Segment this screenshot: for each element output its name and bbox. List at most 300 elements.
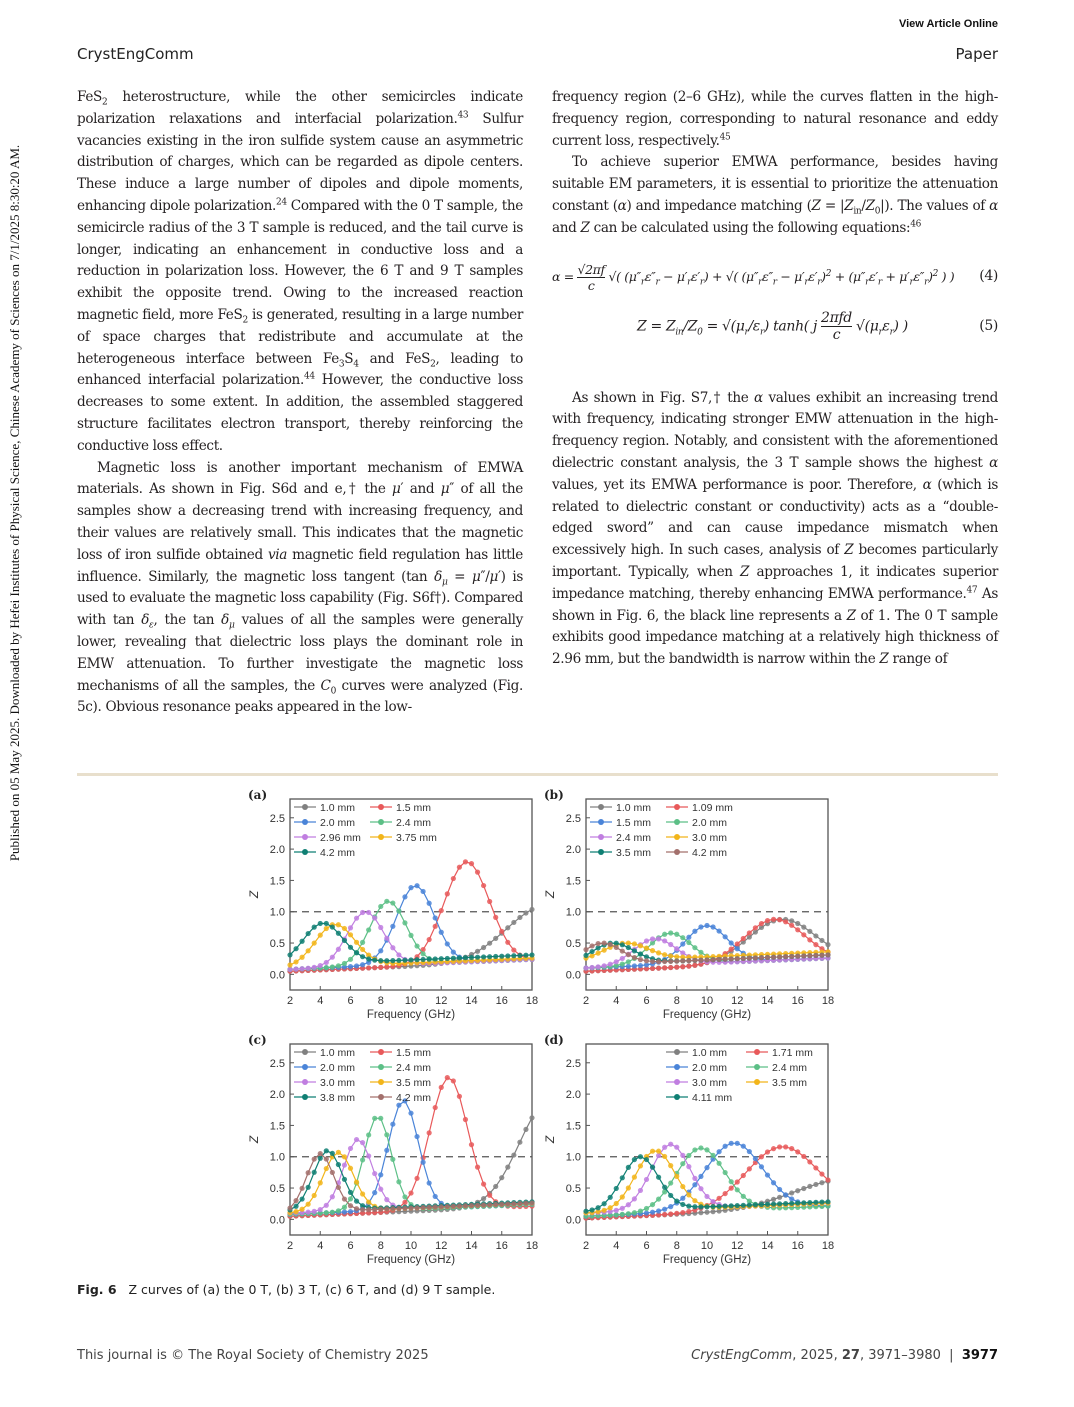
legend-marker [754, 1049, 760, 1055]
data-point [753, 955, 758, 960]
data-point [686, 1209, 691, 1214]
paragraph: frequency region (2–6 GHz), while the curves flatten in the high-frequency region, corresponding to natural resonance and eddy current loss, respectively.$^{45}$ [552, 89, 998, 149]
data-point [348, 1190, 353, 1195]
legend-item [370, 1047, 431, 1059]
legend-label: 2.4 mm [396, 1062, 432, 1074]
y-tick-label: 2.0 [269, 1089, 285, 1102]
data-point [710, 924, 715, 929]
data-point [293, 946, 298, 951]
data-point [384, 899, 389, 904]
data-point [318, 1151, 323, 1156]
data-point [414, 943, 419, 948]
legend-item [294, 832, 361, 844]
legend-marker [674, 849, 680, 855]
data-point [372, 965, 377, 970]
data-point [813, 1165, 818, 1170]
data-point [668, 1204, 673, 1209]
data-point [626, 1185, 631, 1190]
data-point [626, 1211, 631, 1216]
data-point [300, 1207, 305, 1212]
data-point [747, 1166, 752, 1171]
legend-marker [674, 804, 680, 810]
data-point [354, 1137, 359, 1142]
data-point [692, 963, 697, 968]
data-point [650, 1149, 655, 1154]
data-point [529, 1115, 534, 1120]
data-point [505, 1164, 510, 1169]
data-point [783, 1201, 788, 1206]
data-point [300, 1186, 305, 1191]
data-point [777, 1195, 782, 1200]
data-point [523, 1201, 528, 1206]
data-point [710, 957, 715, 962]
y-tick-label: 2.0 [565, 844, 581, 857]
legend-item [590, 817, 651, 829]
data-point [469, 1142, 474, 1147]
panel-label: (b) [544, 788, 564, 802]
data-point [819, 1171, 824, 1176]
data-point [342, 961, 347, 966]
data-point [451, 876, 456, 881]
view-article-online-link[interactable]: View Article Online [898, 18, 998, 30]
data-point [656, 936, 661, 941]
data-point [402, 1206, 407, 1211]
x-axis-label: Frequency (GHz) [662, 1254, 752, 1266]
data-point [439, 1085, 444, 1090]
data-point [414, 883, 419, 888]
legend-marker [302, 849, 308, 855]
data-point [330, 1151, 335, 1156]
data-point [813, 942, 818, 947]
y-tick-label: 1.5 [565, 875, 581, 888]
legend-label: 3.0 mm [320, 1077, 356, 1089]
data-point [686, 958, 691, 963]
x-tick-label: 16 [495, 995, 508, 1007]
data-point [614, 1212, 619, 1217]
legend-marker [302, 1094, 308, 1100]
data-point [650, 959, 655, 964]
data-point [807, 929, 812, 934]
data-point [729, 1186, 734, 1191]
data-point [813, 1200, 818, 1205]
data-point [680, 1153, 685, 1158]
data-point [330, 924, 335, 929]
data-point [445, 956, 450, 961]
data-point [517, 953, 522, 958]
data-point [312, 1156, 317, 1161]
data-point [638, 1163, 643, 1168]
data-point [300, 939, 305, 944]
legend-item [370, 1077, 431, 1089]
data-point [620, 956, 625, 961]
data-point [662, 1207, 667, 1212]
data-point [348, 1166, 353, 1171]
data-point [692, 929, 697, 934]
data-point [306, 1202, 311, 1207]
data-point [741, 1203, 746, 1208]
legend-marker [674, 1049, 680, 1055]
legend-marker [302, 1079, 308, 1085]
data-point [813, 933, 818, 938]
y-tick-label: 2.0 [269, 844, 285, 857]
data-point [801, 925, 806, 930]
y-tick-label: 0.0 [269, 1214, 285, 1227]
data-point [656, 1208, 661, 1213]
data-point [487, 899, 492, 904]
data-point [457, 955, 462, 960]
data-point [505, 940, 510, 945]
data-point [620, 1206, 625, 1211]
data-point [771, 1201, 776, 1206]
x-tick-label: 18 [821, 995, 835, 1007]
data-point [777, 1201, 782, 1206]
chart-panel-b [536, 785, 836, 1030]
data-point [433, 1194, 438, 1199]
legend-label: 2.0 mm [692, 1062, 728, 1074]
data-point [668, 1163, 673, 1168]
data-point [421, 951, 426, 956]
data-point [620, 942, 625, 947]
data-point [469, 861, 474, 866]
y-tick-label: 2.5 [269, 1057, 285, 1070]
data-point [632, 1157, 637, 1162]
journal-name: CrystEngComm [77, 45, 194, 63]
data-point [638, 943, 643, 948]
legend-item [666, 1092, 732, 1104]
data-point [390, 1122, 395, 1127]
data-point [825, 1199, 830, 1204]
panel-label: (a) [248, 788, 268, 802]
data-point [433, 924, 438, 929]
legend-item [294, 1047, 355, 1059]
data-point [457, 1094, 462, 1099]
data-point [318, 1180, 323, 1185]
data-point [680, 1210, 685, 1215]
data-point [765, 918, 770, 923]
data-point [396, 1206, 401, 1211]
data-point [650, 966, 655, 971]
data-point [777, 1187, 782, 1192]
data-point [717, 928, 722, 933]
legend-marker [378, 834, 384, 840]
legend-item [590, 832, 651, 844]
chart-panel-d [536, 1030, 836, 1275]
data-point [692, 958, 697, 963]
data-point [644, 958, 649, 963]
y-tick-label: 1.5 [269, 875, 285, 888]
legend-marker [674, 819, 680, 825]
data-point [293, 1209, 298, 1214]
legend-item [746, 1047, 813, 1059]
data-point [704, 1147, 709, 1152]
x-tick-label: 16 [791, 995, 804, 1007]
data-point [789, 1190, 794, 1195]
data-point [342, 1209, 347, 1214]
right-column [552, 87, 998, 671]
data-point [481, 883, 486, 888]
data-point [632, 955, 637, 960]
data-point [807, 937, 812, 942]
data-point [583, 947, 588, 952]
legend-label: 4.2 mm [692, 847, 728, 859]
legend-label: 1.0 mm [320, 802, 356, 814]
data-point [795, 954, 800, 959]
page-range: , 3971–3980 [859, 1348, 941, 1363]
legend-label: 3.5 mm [396, 1077, 432, 1089]
data-point [360, 962, 365, 967]
legend-label: 1.0 mm [320, 1047, 356, 1059]
data-point [632, 948, 637, 953]
y-tick-label: 1.5 [269, 1120, 285, 1133]
legend-label: 2.4 mm [396, 817, 432, 829]
data-point [825, 942, 830, 947]
paragraph: FeS$_2$ heterostructure, while the other semicircles indicate polarization relaxations and interfacial polarization.$^{43}$ Sulfur vacancies existing in the iron sulfide system cause an asymmetric distribution of charges, which can be regarded as dipole centers. These induce a large number of dipoles and dipole moments, enhancing dipole polarization.$^{24}$ Compared with the 0 T sample, the semicircle radius of the 3 T sample is reduced, and the tail curve is longer, indicating an enhancement in conductive loss and a reduction in polarization loss. However, the 6 T and 9 T samples exhibit the opposite trend. Owing to the increased reaction magnetic field, more FeS$_2$ is generated, resulting in a large number of space charges that redistribute and accumulate at the heterogeneous interface between $Fe_3S_4$ and FeS$_2$, leading to enhanced interfacial polarization.$^{44}$ However, the conductive loss decreases to some extent. In addition, the assembled staggered structure facilitates electron transport, thereby reinforcing the conductive loss effect. [77, 89, 524, 454]
data-point [638, 963, 643, 968]
data-point [511, 947, 516, 952]
data-point [692, 1198, 697, 1203]
data-point [680, 935, 685, 940]
data-point [378, 958, 383, 963]
article-type: Paper [955, 45, 998, 63]
data-point [475, 949, 480, 954]
data-point [511, 1152, 516, 1157]
x-tick-label: 8 [673, 995, 680, 1007]
data-point [753, 1156, 758, 1161]
data-point [747, 956, 752, 961]
data-point [487, 1193, 492, 1198]
legend-marker [378, 1079, 384, 1085]
data-point [704, 1204, 709, 1209]
data-point [656, 959, 661, 964]
data-point [421, 889, 426, 894]
data-point [336, 1162, 341, 1167]
legend-item [666, 1047, 727, 1059]
data-point [747, 930, 752, 935]
data-point [759, 1154, 764, 1159]
data-point [759, 1202, 764, 1207]
data-point [336, 947, 341, 952]
citation [691, 1348, 998, 1363]
data-point [783, 919, 788, 924]
data-point [583, 965, 588, 970]
data-point [692, 1182, 697, 1187]
data-point [819, 1180, 824, 1185]
x-tick-label: 12 [731, 1240, 744, 1252]
data-point [626, 1165, 631, 1170]
data-point [717, 1196, 722, 1201]
paragraph: As shown in Fig. S7,† the α values exhibit an increasing trend with frequency, indicating stronger EMW attenuation in the high-frequency region. Notably, and consistent with the aforementioned dielectric constant analysis, the 3 T sample shows the highest α values, yet its EMWA performance is poor. Therefore, α (which is related to dielectric constant or conductivity) acts as a “double-edged sword” and can cause impedance mismatch when excessively high. In such cases, analysis of Z becomes particularly important. Typically, when Z approaches 1, it indicates superior impedance matching, thereby enhancing EMWA performance.$^{47}$ As shown in Fig. 6, the black line represents a Z of 1. The 0 T sample exhibits good impedance matching at a relatively high thickness of 2.96 mm, but the bandwidth is narrow within the Z range of [552, 389, 998, 668]
data-point [336, 931, 341, 936]
data-point [662, 1154, 667, 1159]
y-tick-label: 2.5 [565, 1057, 581, 1070]
legend-item [370, 832, 437, 844]
data-point [421, 957, 426, 962]
figure-caption [77, 1282, 495, 1297]
data-point [354, 916, 359, 921]
data-point [589, 943, 594, 948]
data-point [348, 945, 353, 950]
legend-marker [302, 834, 308, 840]
volume: 27 [841, 1348, 860, 1363]
y-axis-label: Z [543, 890, 557, 899]
x-tick-label: 4 [613, 1240, 620, 1252]
legend-label: 3.5 mm [616, 847, 652, 859]
data-point [698, 1145, 703, 1150]
data-point [475, 1165, 480, 1170]
data-point [287, 952, 292, 957]
data-point [686, 935, 691, 940]
data-point [408, 885, 413, 890]
data-point [801, 1200, 806, 1205]
data-point [789, 954, 794, 959]
data-point [686, 1164, 691, 1169]
data-point [626, 959, 631, 964]
data-point [674, 1174, 679, 1179]
data-point [680, 958, 685, 963]
data-point [529, 952, 534, 957]
data-point [668, 965, 673, 970]
data-point [735, 1141, 740, 1146]
data-point [402, 920, 407, 925]
page-number: 3977 [961, 1348, 998, 1363]
data-point [390, 900, 395, 905]
data-point [638, 951, 643, 956]
y-axis-label: Z [247, 890, 261, 899]
data-point [602, 1208, 607, 1213]
data-point [475, 870, 480, 875]
data-point [372, 1207, 377, 1212]
legend-marker [302, 1064, 308, 1070]
data-point [656, 950, 661, 955]
data-point [614, 959, 619, 964]
x-tick-label: 2 [286, 995, 294, 1007]
y-tick-label: 1.0 [565, 1151, 581, 1164]
data-point [704, 1165, 709, 1170]
data-point [632, 963, 637, 968]
data-point [330, 1194, 335, 1199]
panel-label: (c) [248, 1033, 267, 1047]
data-point [451, 950, 456, 955]
data-point [366, 1153, 371, 1158]
data-point [795, 1188, 800, 1193]
data-point [638, 1188, 643, 1193]
data-point [692, 1176, 697, 1181]
data-point [668, 959, 673, 964]
data-point [620, 962, 625, 967]
data-point [602, 963, 607, 968]
data-point [626, 940, 631, 945]
data-point [668, 930, 673, 935]
data-point [451, 1204, 456, 1209]
data-point [378, 925, 383, 930]
legend-marker [598, 819, 604, 825]
data-point [801, 1186, 806, 1191]
data-point [735, 1179, 740, 1184]
data-point [324, 921, 329, 926]
data-point [487, 954, 492, 959]
legend-label: 4.2 mm [396, 1092, 432, 1104]
figure-divider [77, 773, 998, 776]
data-point [717, 1149, 722, 1154]
data-point [741, 1144, 746, 1149]
data-point [330, 955, 335, 960]
data-point [644, 938, 649, 943]
data-point [287, 962, 292, 967]
data-point [741, 936, 746, 941]
x-axis-label: Frequency (GHz) [366, 1254, 456, 1266]
data-point [433, 915, 438, 920]
legend-label: 2.0 mm [692, 817, 728, 829]
data-point [336, 1208, 341, 1213]
data-point [402, 894, 407, 899]
data-point [293, 959, 298, 964]
legend-label: 3.0 mm [692, 832, 728, 844]
data-point [777, 954, 782, 959]
data-point [614, 1186, 619, 1191]
data-point [656, 966, 661, 971]
data-point [662, 932, 667, 937]
data-point [668, 1142, 673, 1147]
data-point [674, 1211, 679, 1216]
data-point [366, 965, 371, 970]
data-point [475, 1203, 480, 1208]
x-tick-label: 18 [525, 1240, 539, 1252]
legend-marker [598, 804, 604, 810]
legend-item [294, 847, 355, 859]
x-tick-label: 4 [613, 995, 620, 1007]
data-point [493, 1184, 498, 1189]
legend-label: 2.0 mm [320, 817, 356, 829]
legend-item [590, 847, 651, 859]
data-point [324, 965, 329, 970]
data-point [783, 954, 788, 959]
legend-label: 1.09 mm [692, 802, 733, 814]
data-point [312, 965, 317, 970]
data-point [348, 1203, 353, 1208]
legend-item [370, 1092, 431, 1104]
data-point [674, 1199, 679, 1204]
data-point [819, 938, 824, 943]
data-point [710, 1153, 715, 1158]
data-point [602, 1201, 607, 1206]
x-tick-label: 2 [582, 995, 590, 1007]
data-point [680, 941, 685, 946]
data-point [457, 865, 462, 870]
data-point [493, 915, 498, 920]
data-point [698, 1174, 703, 1179]
figure-6 [240, 785, 840, 1275]
legend-marker [378, 819, 384, 825]
data-point [686, 1153, 691, 1158]
data-point [396, 908, 401, 913]
data-point [686, 1192, 691, 1197]
legend-label: 3.0 mm [692, 1077, 728, 1089]
y-tick-label: 1.0 [269, 906, 285, 919]
data-point [318, 1207, 323, 1212]
legend-marker [302, 804, 308, 810]
data-point [348, 1146, 353, 1151]
left-column [77, 87, 523, 719]
data-point [463, 1117, 468, 1122]
data-point [342, 1154, 347, 1159]
data-point [759, 955, 764, 960]
data-point [807, 953, 812, 958]
data-point [668, 1180, 673, 1185]
data-point [662, 1185, 667, 1190]
legend-label: 1.5 mm [396, 1047, 432, 1059]
data-point [632, 1210, 637, 1215]
data-point [620, 1212, 625, 1217]
